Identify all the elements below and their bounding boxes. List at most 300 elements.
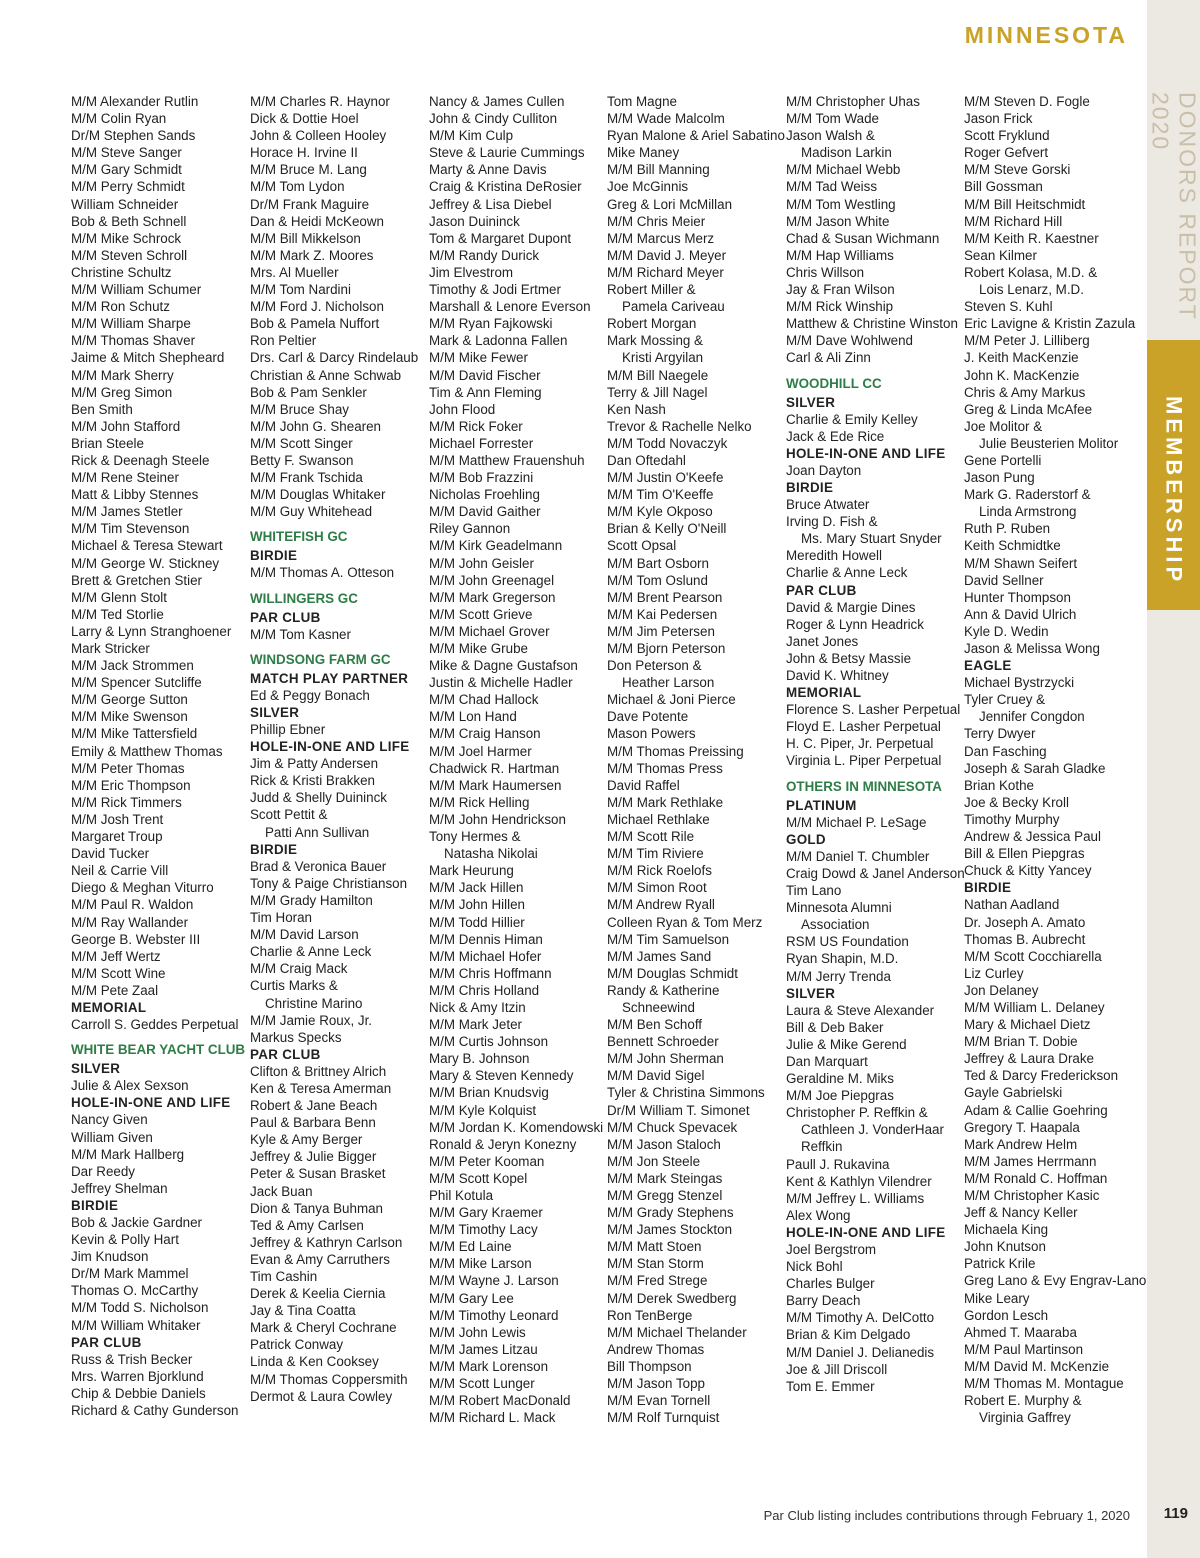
donor-name: M/M Tom Wade [786,111,880,127]
donor-name: Gayle Gabrielski [964,1085,1063,1101]
donor-name: Neil & Carrie Vill [71,863,169,879]
donor-name: Nancy Given [71,1112,148,1128]
donor-name: Tim Lano [786,883,842,899]
donor-name: Christian & Anne Schwab [250,367,402,383]
donor-name: M/M Ted Storlie [71,606,164,622]
donor-name: M/M Gary Schmidt [71,162,182,178]
donor-name: Matt & Libby Stennes [71,487,199,503]
donor-name-continuation: Christine Marino [265,995,363,1011]
donor-name: Chuck & Kitty Yancey [964,863,1092,879]
donor-name: M/M Bob Frazzini [429,470,534,486]
donor-name: Jason Duininck [429,213,520,229]
donor-name: Tom & Margaret Dupont [429,230,572,246]
donor-name: William Schneider [71,196,179,212]
donor-name: Ron Peltier [250,333,317,349]
donor-name: M/M Jerry Trenda [786,968,891,984]
donor-name: M/M John Hendrickson [429,811,566,827]
donor-name: M/M Richard L. Mack [429,1410,556,1426]
donor-name: Adam & Callie Goehring [964,1102,1108,1118]
donor-name: Dan Oftedahl [607,452,686,468]
donor-name: Paul & Barbara Benn [250,1115,376,1131]
donor-name: Jason Walsh & [786,128,875,144]
donor-name: M/M Thomas A. Otteson [250,565,395,581]
donor-name: M/M Rene Steiner [71,470,179,486]
giving-level-heading: MEMORIAL [786,685,862,701]
donor-name: M/M Kai Pedersen [607,606,718,622]
donor-name: Brett & Gretchen Stier [71,572,202,588]
donor-name: M/M Steve Gorski [964,162,1071,178]
donor-name: Minnesota Alumni [786,900,892,916]
club-heading: WHITEFISH GC [250,529,348,545]
giving-level-heading: SILVER [786,985,836,1001]
donor-name: M/M Mark Hallberg [71,1146,185,1162]
donor-name: Carroll S. Geddes Perpetual [71,1017,239,1033]
donor-name: M/M James Sand [607,948,712,964]
donor-name: M/M Greg Simon [71,384,173,400]
donor-name: Ted & Amy Carlsen [250,1217,364,1233]
donor-name: M/M Chris Meier [607,213,706,229]
donor-name: Bruce Atwater [786,497,870,513]
donor-name: M/M Mark Steingas [607,1170,723,1186]
donor-name: Robert Miller & [607,282,696,298]
donor-name: M/M Peter Thomas [71,760,185,776]
donor-name: M/M Mike Swenson [71,709,188,725]
donor-name: M/M Bruce Shay [250,401,349,417]
donor-name: Bob & Pamela Nuffort [250,316,380,332]
club-heading: WILLINGERS GC [250,590,358,606]
donor-name: M/M Bruce M. Lang [250,162,367,178]
donor-name: M/M Jordan K. Komendowski [429,1119,604,1135]
giving-level-heading: PAR CLUB [71,1334,142,1350]
donor-name: Bill & Deb Baker [786,1019,884,1035]
donor-name: Patrick Conway [250,1337,344,1353]
donor-name: Ronald & Jeryn Konezny [429,1136,577,1152]
donor-name: Ken Nash [607,401,666,417]
donor-name-continuation: Lois Lenarz, M.D. [979,282,1084,298]
donor-name: Ron TenBerge [607,1307,693,1323]
donor-name: M/M Christopher Uhas [786,94,920,109]
donor-name: M/M Rolf Turnquist [607,1410,720,1426]
donor-name: Gordon Lesch [964,1307,1049,1323]
giving-level-heading: MEMORIAL [71,999,147,1015]
donor-name: Timothy & Jodi Ertmer [429,282,561,298]
donor-name: Sean Kilmer [964,247,1037,263]
donor-name: Richard & Cathy Gunderson [71,1403,239,1419]
donor-name: Kyle D. Wedin [964,623,1049,639]
donor-name: J. Keith MacKenzie [964,350,1079,366]
donor-name: Michael Rethlake [607,811,710,827]
donor-name: M/M Jason Topp [607,1376,705,1392]
donor-name: M/M Richard Meyer [607,264,724,280]
donor-name: M/M Scott Kopel [429,1170,528,1186]
donor-name: Jeff & Nancy Keller [964,1205,1078,1221]
giving-level-heading: PAR CLUB [786,582,857,598]
donor-name: Alex Wong [786,1207,851,1223]
club-heading: WOODHILL CC [786,375,882,391]
donor-name: M/M Rick Timmers [71,794,182,810]
donor-name: M/M Bill Mikkelson [250,230,361,246]
donor-name: Diego & Meghan Viturro [71,880,214,896]
giving-level-heading: BIRDIE [786,479,834,495]
donor-name: Ed & Peggy Bonach [250,687,370,703]
donor-name: M/M Bill Naegele [607,367,709,383]
donor-name: M/M William Whitaker [71,1317,201,1333]
donor-name: Nathan Aadland [964,897,1060,913]
donor-name: Michael & Teresa Stewart [71,538,223,554]
donor-name: Florence S. Lasher Perpetual [786,702,961,718]
donor-name: Chad & Susan Wichmann [786,230,940,246]
donor-name: M/M Mark Rethlake [607,794,724,810]
donor-name: Marty & Anne Davis [429,162,547,178]
donor-name: M/M Todd Novaczyk [607,435,728,451]
donor-name: M/M Marcus Merz [607,230,715,246]
donor-name: Michael & Joni Pierce [607,692,736,708]
donor-name: John & Cindy Culliton [429,111,558,127]
donor-name: M/M Mark Sherry [71,367,174,383]
donor-name: M/M Robert MacDonald [429,1393,571,1409]
donor-name: M/M Chad Hallock [429,692,539,708]
donor-name: M/M Jason Staloch [607,1136,721,1152]
donor-name: M/M Grady Hamilton [250,892,373,908]
donor-name: Russ & Trish Becker [71,1351,193,1367]
donor-name: M/M Daniel J. Delianedis [786,1344,935,1360]
donor-name: Dar Reedy [71,1163,136,1179]
donor-name: Phil Kotula [429,1188,494,1203]
donor-name: M/M Gary Kraemer [429,1205,543,1221]
donor-name: Joseph & Sarah Gladke [964,760,1106,776]
donor-name: M/M James Stetler [71,504,183,520]
donor-name-continuation: Linda Armstrong [979,504,1077,520]
donor-name: Peter & Susan Brasket [250,1166,386,1182]
donor-name: Jon Delaney [964,982,1039,998]
donor-name: John K. MacKenzie [964,367,1080,383]
donor-name: Jeffrey & Julie Bigger [250,1149,377,1165]
donor-name-continuation: Virginia Gaffrey [979,1410,1071,1426]
giving-level-heading: BIRDIE [250,841,298,857]
donor-name: Emily & Matthew Thomas [71,743,223,759]
donor-name: Craig & Kristina DeRosier [429,179,582,195]
donor-name: M/M Michael Grover [429,623,550,639]
donor-name: Margaret Troup [71,829,163,845]
donor-name: Dick & Dottie Hoel [250,111,359,127]
donor-name: John Knutson [964,1239,1046,1255]
donor-name: M/M David Sigel [607,1068,705,1084]
donor-name: Robert E. Murphy & [964,1393,1082,1409]
donor-name: Nick Bohl [786,1259,843,1275]
donor-name: Chip & Debbie Daniels [71,1385,206,1401]
donor-name: Keith Schmidtke [964,538,1061,554]
donor-name: M/M Bill Heitschmidt [964,196,1086,212]
donor-name: M/M Ford J. Nicholson [250,299,384,315]
donor-name: Andrew Thomas [607,1341,705,1357]
donor-name: Mark Heurung [429,863,514,879]
donor-name: M/M James Litzau [429,1341,538,1357]
donor-name: M/M Thomas Press [607,760,723,776]
donor-name: Nancy & James Cullen [429,94,565,109]
donor-name: M/M Brian Knudsvig [429,1085,549,1101]
donor-name: Riley Gannon [429,521,511,537]
donor-name: M/M Joel Harmer [429,743,532,759]
donor-name: Steve & Laurie Cummings [429,145,585,161]
donor-name: Mason Powers [607,726,696,742]
donor-name: Joe & Jill Driscoll [786,1361,888,1377]
donor-name: Geraldine M. Miks [786,1071,894,1087]
donor-name: Liz Curley [964,965,1024,981]
donor-name: Phillip Ebner [250,722,326,737]
donor-name: Patrick Krile [964,1256,1036,1272]
donor-name: Paull J. Rukavina [786,1156,890,1172]
donor-name: M/M Peter J. Lilliberg [964,333,1090,349]
donor-name: Mark G. Raderstorf & [964,487,1091,503]
donor-name: Horace H. Irvine II [250,145,358,161]
donor-name: Bill Thompson [607,1358,692,1374]
donor-name: Michael Forrester [429,435,534,451]
donor-name: Ahmed T. Maaraba [964,1324,1077,1340]
donor-name: Bob & Pam Senkler [250,384,367,400]
donor-name: M/M Simon Root [607,880,707,896]
donor-name: Joel Bergstrom [786,1242,877,1257]
donor-name: Dr/M Mark Mammel [71,1266,189,1282]
donor-name: Dan & Heidi McKeown [250,213,384,229]
donor-name: M/M Ryan Fajkowski [429,316,553,332]
donor-name: M/M Mark Haumersen [429,777,562,793]
donor-name-continuation: Cathleen J. VonderHaar [801,1122,944,1138]
donor-name: M/M William Sharpe [71,316,191,332]
donor-name: Michaela King [964,1222,1049,1238]
donor-name: M/M Glenn Stolt [71,589,167,605]
donor-name: John Flood [429,401,496,417]
donor-name: M/M Richard Hill [964,213,1063,229]
donor-name: Steven S. Kuhl [964,299,1053,315]
donor-name: M/M Kyle Okposo [607,504,713,520]
donor-name-continuation: Jennifer Congdon [979,709,1085,725]
donor-name: M/M Jeffrey L. Williams [786,1190,925,1206]
donor-name: M/M Mike Fewer [429,350,528,366]
donor-name: Tom Magne [607,94,677,109]
giving-level-heading: BIRDIE [250,548,298,564]
donor-name: Jack Buan [250,1183,313,1199]
donor-name: M/M Tim Stevenson [71,521,190,537]
donor-name: M/M William L. Delaney [964,999,1105,1015]
club-heading: OTHERS IN MINNESOTA [786,778,942,794]
donor-name: M/M Scott Rile [607,829,695,845]
donor-name: Joe Molitor & [964,418,1043,434]
donor-name: M/M Scott Wine [71,965,166,981]
giving-level-heading: PAR CLUB [250,609,321,625]
giving-level-heading: MATCH PLAY PARTNER [250,670,409,686]
donor-name: M/M Tim Riviere [607,846,704,862]
donor-name: Ben Smith [71,401,133,417]
donor-name: M/M Kim Culp [429,128,514,144]
donor-name: M/M Bill Manning [607,162,710,178]
donor-name: M/M David M. McKenzie [964,1358,1110,1374]
donor-name: Hunter Thompson [964,589,1071,605]
donor-name: M/M Kirk Geadelmann [429,538,563,554]
donor-name: M/M Rick Winship [786,299,894,315]
donor-name: Craig Dowd & Janel Anderson [786,865,965,881]
donor-name: M/M Hap Williams [786,247,894,263]
donor-name: John & Colleen Hooley [250,128,387,144]
donor-name: Joe & Becky Kroll [964,794,1069,810]
donor-name: M/M Jack Hillen [429,880,524,896]
donor-name: Dr/M William T. Simonet [607,1102,750,1118]
donor-name: M/M Justin O'Keefe [607,470,724,486]
donor-name: David Sellner [964,572,1044,588]
giving-level-heading: PAR CLUB [250,1046,321,1062]
donor-name: Tom E. Emmer [786,1378,875,1394]
donor-name: M/M Michael Webb [786,162,901,178]
donor-name: Julie & Mike Gerend [786,1036,907,1052]
donor-name: Chadwick R. Hartman [429,760,560,776]
donor-name: Meredith Howell [786,548,883,564]
donor-name-continuation: Ms. Mary Stuart Snyder [801,531,942,547]
donor-name: M/M Jason White [786,213,890,229]
donor-name: Mark Mossing & [607,333,703,349]
donor-name: M/M Stan Storm [607,1256,704,1272]
donor-name: Jim Elvestrom [429,264,514,280]
donor-name: M/M Tom Oslund [607,572,708,588]
donor-name: M/M Mark Z. Moores [250,247,374,263]
page-number: 119 [1163,1505,1188,1522]
donor-name: Charlie & Anne Leck [786,565,908,581]
giving-level-heading: HOLE-IN-ONE AND LIFE [786,445,946,461]
donor-name: M/M Ben Schoff [607,1017,703,1033]
donor-name: Joan Dayton [786,462,862,478]
donor-name: Mike & Dagne Gustafson [429,658,578,674]
donor-name: M/M Bjorn Peterson [607,641,726,656]
donor-name: Ken & Teresa Amerman [250,1080,392,1096]
donor-name: David Raffel [607,777,680,793]
donor-name: M/M George Sutton [71,692,188,708]
donor-name: Mark Andrew Helm [964,1136,1078,1152]
donor-name: Randy & Katherine [607,982,720,998]
sidebar-report-title: DONORS REPORT 2020 [1147,92,1200,321]
donor-name: M/M Timothy Leonard [429,1307,559,1323]
donor-name: M/M Keith R. Kaestner [964,230,1099,246]
donor-name: Thomas O. McCarthy [71,1283,199,1299]
donor-name: Justin & Michelle Hadler [429,675,573,691]
donor-name: Janet Jones [786,633,859,649]
donor-name: M/M Lon Hand [429,709,517,725]
donor-name: John & Betsy Massie [786,650,912,666]
donor-name: Dan Fasching [964,743,1047,759]
donor-name: Mrs. Warren Bjorklund [71,1368,204,1384]
donor-name: Joe McGinnis [607,179,689,195]
donor-name: M/M Spencer Sutcliffe [71,675,202,691]
donor-name: M/M Mike Grube [429,641,528,656]
donor-name: Robert Morgan [607,316,697,332]
donor-name: M/M Wade Malcolm [607,111,725,127]
donor-name: M/M Ray Wallander [71,914,189,930]
donor-name: Mary & Steven Kennedy [429,1068,574,1084]
donor-name: M/M Kyle Kolquist [429,1102,537,1118]
donor-name: M/M Daniel T. Chumbler [786,848,930,864]
donor-name: M/M Tim Samuelson [607,931,730,947]
donor-name: Greg & Linda McAfee [964,401,1093,417]
sidebar-section-label: MEMBERSHIP [1161,396,1187,586]
donor-name: Jay & Fran Wilson [786,282,895,298]
giving-level-heading: SILVER [786,394,836,410]
donor-name: Christopher P. Reffkin & [786,1105,928,1121]
donor-name: M/M Scott Grieve [429,606,533,622]
donor-name: Tony Hermes & [429,829,521,845]
donor-name: Tim Cashin [250,1269,318,1284]
donor-name: Bob & Jackie Gardner [71,1215,202,1230]
donor-name: M/M Chris Hoffmann [429,965,552,981]
donor-name: M/M Frank Tschida [250,470,363,486]
donor-name: Bill Gossman [964,179,1043,195]
donor-name: M/M Chuck Spevacek [607,1119,738,1135]
donor-name: M/M Tad Weiss [786,179,878,195]
donor-name: M/M William Schumer [71,282,202,298]
donor-name: Dr/M Stephen Sands [71,128,196,144]
donor-name: Colleen Ryan & Tom Merz [607,914,763,930]
giving-level-heading: HOLE-IN-ONE AND LIFE [71,1095,231,1111]
donor-name: Laura & Steve Alexander [786,1002,935,1018]
donor-name: M/M Randy Durick [429,247,540,263]
donor-name: M/M Christopher Kasic [964,1188,1100,1203]
donor-name: Nick & Amy Itzin [429,999,526,1015]
donor-name: Tyler Cruey & [964,692,1046,708]
donor-name: M/M Douglas Whitaker [250,487,386,503]
donor-name: Jay & Tina Coatta [250,1303,356,1319]
donor-name-continuation: Patti Ann Sullivan [265,824,370,840]
donor-name: Brad & Veronica Bauer [250,858,387,874]
donor-name: Brian & Kelly O'Neill [607,521,727,537]
donor-name: M/M Matthew Frauenshuh [429,452,585,468]
donor-name: M/M David Gaither [429,504,541,520]
donor-name: Bill & Ellen Piepgras [964,846,1085,862]
giving-level-heading: HOLE-IN-ONE AND LIFE [786,1224,946,1240]
donor-name: Ryan Malone & Ariel Sabatino [607,128,785,144]
donor-name: Chris Willson [786,264,865,280]
donor-name: Jeffrey & Kathryn Carlson [250,1234,403,1250]
donor-name: M/M Alexander Rutlin [71,94,199,109]
donor-name-continuation: Schneewind [622,999,695,1015]
donor-name: Robert & Jane Beach [250,1098,378,1114]
donor-name: M/M Douglas Schmidt [607,965,738,981]
donor-name: Mike Leary [964,1290,1030,1306]
donor-name: M/M Michael Hofer [429,948,542,964]
donor-name: Michael Bystrzycki [964,675,1075,691]
donor-name: M/M Steven D. Fogle [964,94,1090,109]
donor-name: Dr. Joseph A. Amato [964,914,1086,930]
donor-name: M/M Timothy Lacy [429,1222,538,1238]
donor-name: Ryan Shapin, M.D. [786,951,899,967]
donor-name: M/M Josh Trent [71,811,164,827]
donor-name: M/M Chris Holland [429,982,540,998]
donor-name-continuation: Julie Beusterien Molitor [979,435,1119,451]
donor-name: M/M Paul R. Waldon [71,897,194,913]
donor-name: Dion & Tanya Buhman [250,1200,383,1216]
donor-name: Mary & Michael Dietz [964,1017,1091,1033]
donor-name: M/M Tom Lydon [250,179,345,195]
donor-name: Brian & Kim Delgado [786,1327,911,1343]
donor-name: Nicholas Froehling [429,487,540,503]
donor-name: Jim Knudson [71,1249,149,1265]
donor-name: Derek & Keelia Ciernia [250,1286,386,1302]
donor-name: M/M Mark Jeter [429,1017,522,1033]
donor-name: M/M Wayne J. Larson [429,1273,559,1289]
donor-name: M/M Steven Schroll [71,247,188,263]
donor-name: M/M Jamie Roux, Jr. [250,1012,373,1028]
donor-name: Jeffrey Shelman [71,1180,168,1196]
donor-name: M/M Eric Thompson [71,777,191,793]
giving-level-heading: SILVER [250,704,300,720]
giving-level-heading: BIRDIE [964,880,1012,896]
donor-name-continuation: Reffkin [801,1139,843,1155]
donor-name: Greg Lano & Evy Engrav-Lano [964,1273,1147,1289]
